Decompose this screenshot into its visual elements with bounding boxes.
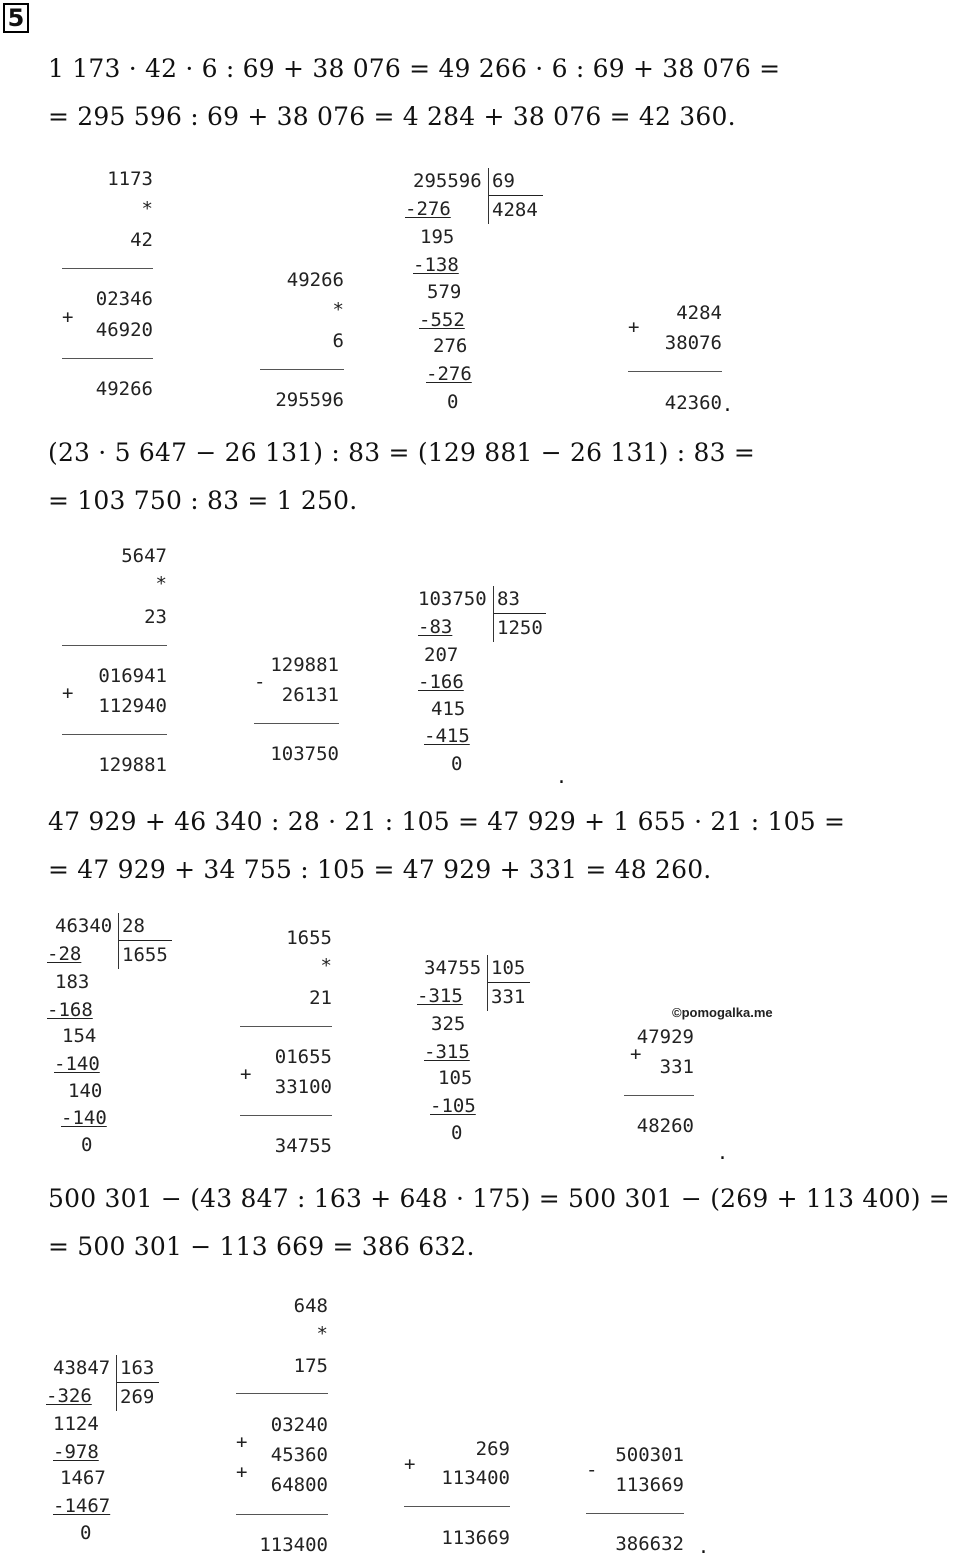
division-step: 415: [431, 698, 466, 720]
rule: [236, 1514, 328, 1515]
subtrahend: 26131: [281, 684, 339, 706]
division-step: 195: [420, 226, 455, 248]
task1-equation-line2: = 295 596 : 69 + 38 076 = 4 284 + 38 076 = 42 360.: [48, 102, 736, 131]
divisor-rule: [489, 195, 543, 196]
product: 129881: [98, 754, 167, 776]
plus-sign: +: [62, 682, 74, 704]
plus-sign: +: [240, 1063, 252, 1085]
product: 113400: [259, 1534, 328, 1556]
divisor-rule: [494, 613, 546, 614]
division-bar: [118, 913, 119, 969]
sum: 48260: [636, 1115, 694, 1137]
period-dot: .: [719, 1140, 726, 1165]
addend: 269: [475, 1438, 510, 1460]
division-step: -1467: [53, 1495, 111, 1517]
division-step: -166: [418, 671, 464, 693]
division-step: -168: [47, 999, 93, 1021]
operator: *: [155, 573, 167, 595]
division-step: -83: [418, 616, 453, 638]
division-step: -140: [61, 1107, 107, 1129]
division-step: 207: [424, 644, 459, 666]
division-step: 579: [427, 281, 462, 303]
task4-equation-line2: = 500 301 − 113 669 = 386 632.: [48, 1232, 475, 1261]
division-remainder: 0: [81, 1134, 93, 1156]
rule: [236, 1393, 328, 1394]
operand: 175: [293, 1355, 328, 1377]
rule: [62, 734, 167, 735]
operand: 49266: [286, 269, 344, 291]
quotient: 1250: [497, 617, 543, 639]
rule: [62, 645, 167, 646]
partial-product: 45360: [270, 1444, 328, 1466]
quotient: 1655: [122, 944, 168, 966]
division-step: -315: [424, 1041, 470, 1063]
division-bar: [116, 1355, 117, 1411]
addend: 38076: [664, 332, 722, 354]
quotient: 331: [491, 986, 526, 1008]
divisor: 105: [491, 957, 526, 979]
division-step: -326: [46, 1385, 92, 1407]
division-step: 105: [438, 1067, 473, 1089]
minuend: 500301: [615, 1444, 684, 1466]
divisor: 69: [492, 170, 515, 192]
division-step: -552: [419, 309, 465, 331]
division-step: -276: [426, 363, 472, 385]
sum: 42360: [664, 392, 722, 414]
addend: 331: [659, 1056, 694, 1078]
dividend: 34755: [424, 957, 482, 979]
operand: 1655: [286, 927, 332, 949]
division-step: 1467: [60, 1467, 106, 1489]
operand: 648: [293, 1295, 328, 1317]
division-step: 276: [433, 335, 468, 357]
partial-product: 64800: [270, 1474, 328, 1496]
divisor: 163: [120, 1357, 155, 1379]
plus-sign: +: [404, 1453, 416, 1475]
task3-equation-line2: = 47 929 + 34 755 : 105 = 47 929 + 331 = 48 260.: [48, 855, 712, 884]
rule: [254, 723, 339, 724]
partial-product: 02346: [95, 288, 153, 310]
rule: [62, 358, 153, 359]
rule: [586, 1513, 684, 1514]
division-bar: [487, 955, 488, 1011]
plus-sign: +: [630, 1043, 642, 1065]
division-bar: [488, 168, 489, 224]
division-step: -140: [54, 1053, 100, 1075]
dividend: 43847: [53, 1357, 111, 1379]
division-step: -276: [405, 198, 451, 220]
rule: [260, 369, 344, 370]
operand: 21: [309, 987, 332, 1009]
operand: 1173: [107, 168, 153, 190]
operator: *: [320, 955, 332, 977]
operator: *: [332, 299, 344, 321]
partial-product: 33100: [274, 1076, 332, 1098]
division-remainder: 0: [451, 753, 463, 775]
addend: 4284: [676, 302, 722, 324]
division-step: -978: [53, 1441, 99, 1463]
product: 295596: [275, 389, 344, 411]
divisor-rule: [119, 940, 172, 941]
plus-sign: +: [628, 316, 640, 338]
period-dot: .: [700, 1534, 707, 1559]
division-remainder: 0: [80, 1522, 92, 1544]
plus-sign: +: [236, 1431, 248, 1453]
dividend: 295596: [413, 170, 482, 192]
rule: [62, 268, 153, 269]
division-step: 1124: [53, 1413, 99, 1435]
product: 34755: [274, 1135, 332, 1157]
rule: [628, 371, 722, 372]
plus-sign: +: [236, 1461, 248, 1483]
divisor-rule: [488, 982, 530, 983]
product: 49266: [95, 378, 153, 400]
operand: 42: [130, 229, 153, 251]
division-remainder: 0: [451, 1122, 463, 1144]
operand: 5647: [121, 545, 167, 567]
period-dot: .: [558, 764, 565, 789]
division-step: 183: [55, 971, 90, 993]
partial-product: 46920: [95, 319, 153, 341]
division-step: -28: [47, 943, 82, 965]
operator: *: [141, 198, 153, 220]
subtrahend: 113669: [615, 1474, 684, 1496]
minus-sign: -: [586, 1459, 598, 1481]
quotient: 4284: [492, 199, 538, 221]
task-number-badge: 5: [3, 3, 29, 33]
division-step: 140: [68, 1080, 103, 1102]
task2-equation-line1: (23 · 5 647 − 26 131) : 83 = (129 881 − 26 131) : 83 =: [48, 438, 756, 467]
difference: 386632: [615, 1533, 684, 1555]
period-dot: .: [724, 392, 731, 417]
rule: [240, 1026, 332, 1027]
operand: 6: [332, 330, 344, 352]
rule: [404, 1506, 510, 1507]
partial-product: 03240: [270, 1414, 328, 1436]
division-step: 154: [62, 1025, 97, 1047]
division-step: -105: [430, 1095, 476, 1117]
division-step: -315: [417, 985, 463, 1007]
difference: 103750: [270, 743, 339, 765]
dividend: 46340: [55, 915, 113, 937]
task2-equation-line2: = 103 750 : 83 = 1 250.: [48, 486, 358, 515]
partial-product: 01655: [274, 1046, 332, 1068]
addend: 47929: [636, 1026, 694, 1048]
quotient: 269: [120, 1386, 155, 1408]
division-remainder: 0: [447, 391, 459, 413]
divisor-rule: [117, 1382, 159, 1383]
watermark: ©pomogalka.me: [672, 1005, 773, 1020]
operand: 23: [144, 606, 167, 628]
dividend: 103750: [418, 588, 487, 610]
sum: 113669: [441, 1527, 510, 1549]
rule: [624, 1095, 694, 1096]
addend: 113400: [441, 1467, 510, 1489]
divisor: 28: [122, 915, 145, 937]
partial-product: 112940: [98, 695, 167, 717]
division-step: 325: [431, 1013, 466, 1035]
division-step: -138: [413, 254, 459, 276]
minuend: 129881: [270, 654, 339, 676]
divisor: 83: [497, 588, 520, 610]
minus-sign: -: [254, 671, 266, 693]
task3-equation-line1: 47 929 + 46 340 : 28 · 21 : 105 = 47 929 + 1 655 · 21 : 105 =: [48, 807, 846, 836]
division-step: -415: [424, 725, 470, 747]
plus-sign: +: [62, 306, 74, 328]
division-bar: [493, 586, 494, 642]
partial-product: 016941: [98, 665, 167, 687]
operator: *: [316, 1323, 328, 1345]
task1-equation-line1: 1 173 · 42 · 6 : 69 + 38 076 = 49 266 · 6 : 69 + 38 076 =: [48, 54, 781, 83]
rule: [240, 1115, 332, 1116]
task4-equation-line1: 500 301 − (43 847 : 163 + 648 · 175) = 500 301 − (269 + 113 400) =: [48, 1184, 950, 1213]
